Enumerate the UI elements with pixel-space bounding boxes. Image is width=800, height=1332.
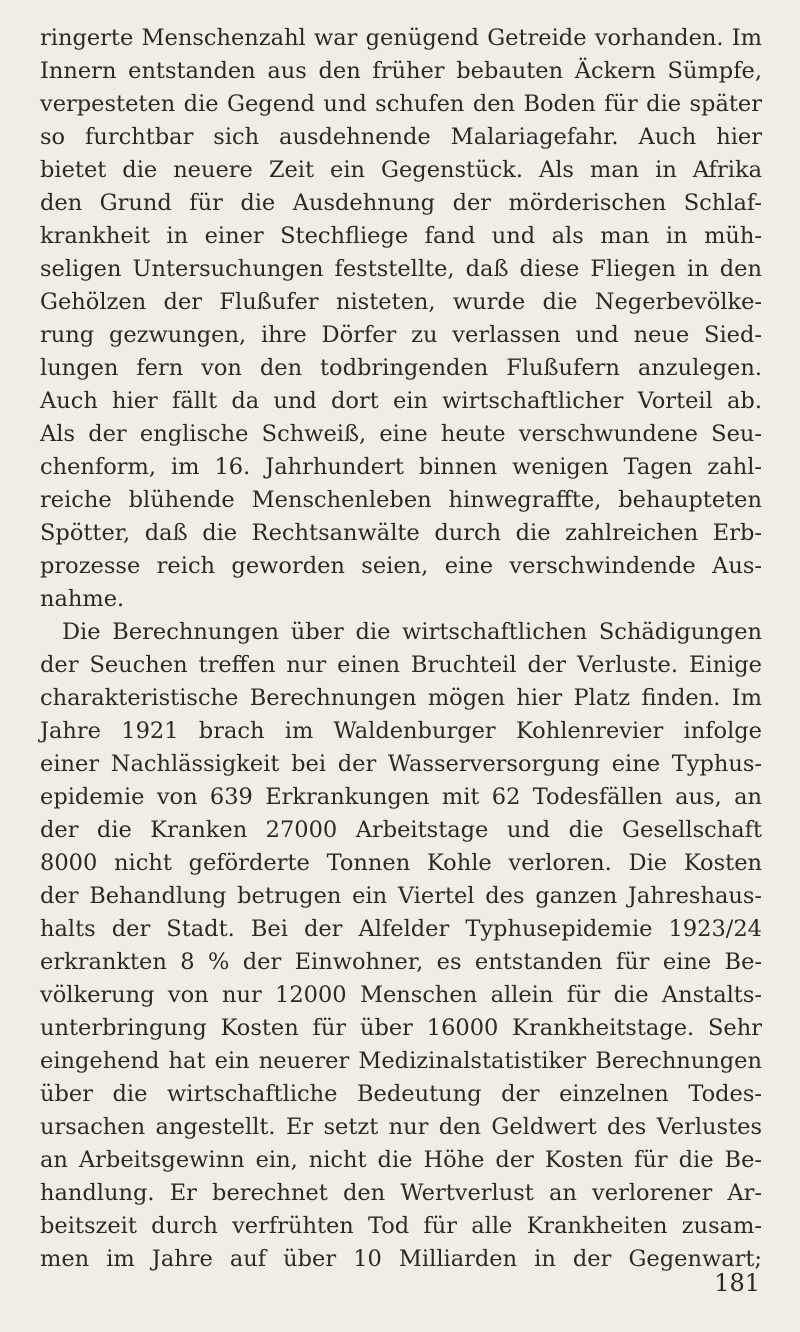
text-line: ursachen angestellt. Er setzt nur den Geldwert des Verlustes [40,1114,762,1140]
text-line: unterbringung Kosten für über 16000 Krankheitstage. Sehr [40,1015,762,1041]
text-line: men im Jahre auf über 10 Milliarden in der Gegenwart; [40,1246,762,1272]
text-line: der die Kranken 27000 Arbeitstage und die Gesellschaft [40,817,762,843]
paragraph-start-line: Die Berechnungen über die wirtschaftlichen Schädigungen [62,619,762,645]
text-line: epidemie von 639 Erkrankungen mit 62 Todesfällen aus, an [40,784,762,810]
text-line: Gehölzen der Flußufer nisteten, wurde die Negerbevölke- [40,289,762,315]
page-number: 181 [714,1269,760,1297]
text-line: Jahre 1921 brach im Waldenburger Kohlenrevier infolge [40,718,762,744]
text-line: chenform, im 16. Jahrhundert binnen wenigen Tagen zahl- [40,454,762,480]
text-line: Innern entstanden aus den früher bebauten Äckern Sümpfe, [40,58,762,84]
text-line: eingehend hat ein neuerer Medizinalstatistiker Berechnungen [40,1048,762,1074]
text-line: Als der englische Schweiß, eine heute verschwundene Seu- [40,421,762,447]
text-line: erkrankten 8 % der Einwohner, es entstanden für eine Be- [40,949,762,975]
text-line: der Behandlung betrugen ein Viertel des ganzen Jahreshaus- [40,883,762,909]
paragraph-end-line: nahme. [40,586,125,612]
text-line: der Seuchen treffen nur einen Bruchteil der Verluste. Einige [40,652,762,678]
text-line: Auch hier fällt da und dort ein wirtschaftlicher Vorteil ab. [40,388,762,414]
text-line: Spötter, daß die Rechtsanwälte durch die zahlreichen Erb- [40,520,762,546]
text-line: halts der Stadt. Bei der Alfelder Typhusepidemie 1923/24 [40,916,762,942]
text-line: 8000 nicht geförderte Tonnen Kohle verloren. Die Kosten [40,850,762,876]
text-line: an Arbeitsgewinn ein, nicht die Höhe der Kosten für die Be- [40,1147,762,1173]
text-line: einer Nachlässigkeit bei der Wasserversorgung eine Typhus- [40,751,762,777]
text-line: bietet die neuere Zeit ein Gegenstück. Als man in Afrika [40,157,762,183]
text-line: völkerung von nur 12000 Menschen allein für die Anstalts- [40,982,762,1008]
text-line: verpesteten die Gegend und schufen den Boden für die später [40,91,762,117]
text-line: seligen Untersuchungen feststellte, daß diese Fliegen in den [40,256,762,282]
text-line: den Grund für die Ausdehnung der mörderischen Schlaf- [40,190,762,216]
text-line: prozesse reich geworden seien, eine verschwindende Aus- [40,553,762,579]
text-line: charakteristische Berechnungen mögen hier Platz finden. Im [40,685,762,711]
text-line: handlung. Er berechnet den Wertverlust an verlorener Ar- [40,1180,762,1206]
text-line: krankheit in einer Stechfliege fand und als man in müh- [40,223,762,249]
text-line: beitszeit durch verfrühten Tod für alle Krankheiten zusam- [40,1213,762,1239]
text-line: über die wirtschaftliche Bedeutung der einzelnen Todes- [40,1081,762,1107]
text-line: so furchtbar sich ausdehnende Malariagefahr. Auch hier [40,124,762,150]
text-line: rung gezwungen, ihre Dörfer zu verlassen und neue Sied- [40,322,762,348]
text-line: ringerte Menschenzahl war genügend Getreide vorhanden. Im [40,25,762,51]
text-line: lungen fern von den todbringenden Flußufern anzulegen. [40,355,762,381]
text-line: reiche blühende Menschenleben hinwegraffte, behaupteten [40,487,762,513]
